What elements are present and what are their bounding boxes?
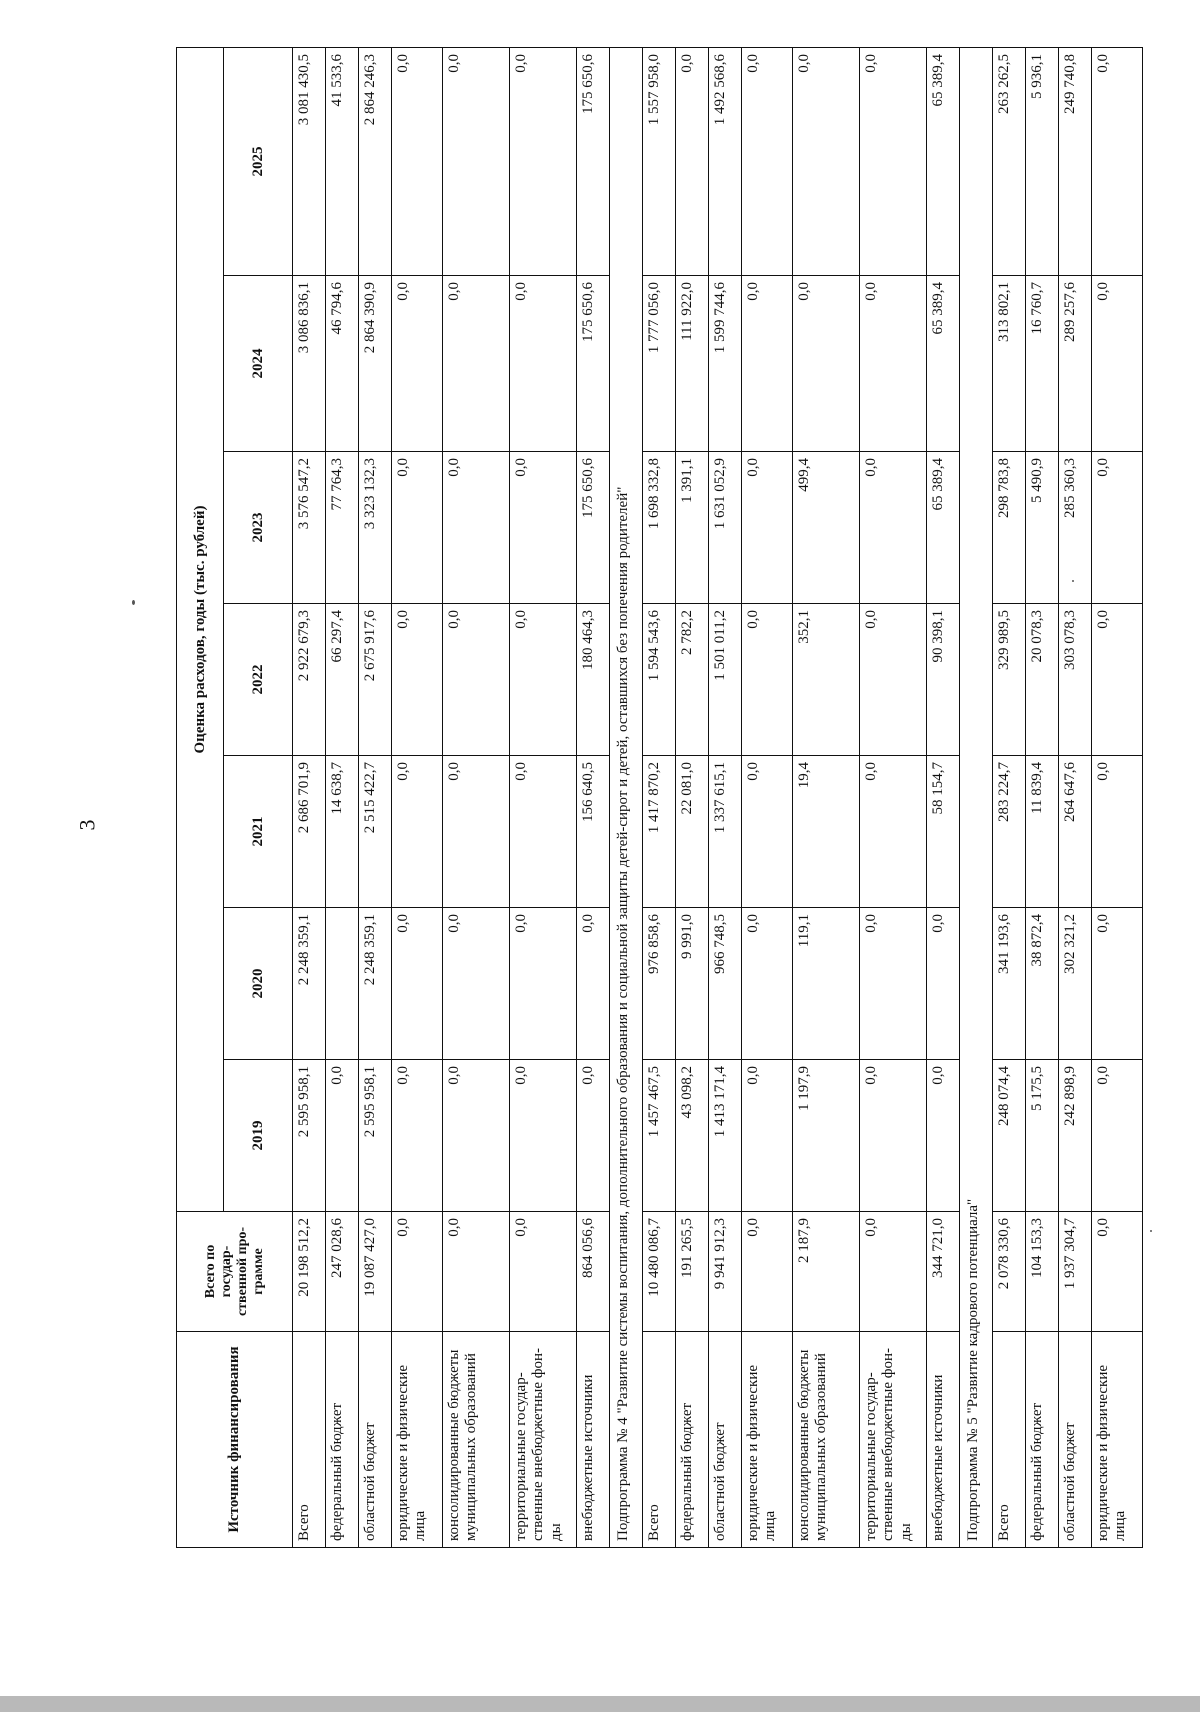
table-cell: 119,1 [793,908,860,1060]
table-cell: 0,0 [1092,276,1143,452]
table-cell: 0,0 [860,604,927,756]
table-cell: 3 086 836,1 [293,276,326,452]
table-cell: 247 028,6 [326,1212,359,1332]
row-label: федеральный бюджет [676,1332,709,1548]
table-cell: 283 224,7 [993,756,1026,908]
table-cell: 0,0 [392,756,443,908]
table-cell: 5 490,9 [1026,452,1059,604]
section-row [960,48,993,1548]
table-cell: 0,0 [392,48,443,276]
header-year: 2019 [224,1060,293,1212]
table-cell: 289 257,6 [1059,276,1092,452]
table-cell: 3 323 132,3 [359,452,392,604]
table-cell: 2 675 917,6 [359,604,392,756]
table-cell: 65 389,4 [927,48,960,276]
table-cell: 0,0 [443,756,510,908]
scan-edge [0,1696,1200,1712]
scan-speck [1150,1230,1152,1232]
table-cell: 864 056,6 [577,1212,610,1332]
table-cell: 20 078,3 [1026,604,1059,756]
table-cell: 2 864 390,9 [359,276,392,452]
header-source: Источник финансирования [177,1332,293,1548]
row-label: областной бюджет [709,1332,742,1548]
table-cell: 1 501 011,2 [709,604,742,756]
table-cell: 0,0 [443,1060,510,1212]
table-cell: 0,0 [1092,604,1143,756]
table-cell: 0,0 [443,908,510,1060]
header-year: 2023 [224,452,293,604]
table-cell: 1 599 744,6 [709,276,742,452]
table-row [1059,48,1092,1548]
header-year: 2024 [224,276,293,452]
row-label: Всего [293,1332,326,1548]
header-total: Всего по государ-ственной про-грамме [177,1212,293,1332]
scan-speck [132,600,135,605]
table-row [443,48,510,1548]
table-cell: 313 802,1 [993,276,1026,452]
table-cell: 16 760,7 [1026,276,1059,452]
table-cell: 0,0 [793,276,860,452]
table-cell: 0,0 [742,756,793,908]
table-cell: 0,0 [392,908,443,1060]
row-label: областной бюджет [1059,1332,1092,1548]
table-row [359,48,392,1548]
table-cell: 1 337 615,1 [709,756,742,908]
table-row [1092,48,1143,1548]
table-row [1026,48,1059,1548]
table-cell: 38 872,4 [1026,908,1059,1060]
table-cell: 2 595 958,1 [293,1060,326,1212]
row-label: территориальные государ-ственные внебюджетные фон-ды [510,1332,577,1548]
table-row [793,48,860,1548]
table-cell: 0,0 [860,276,927,452]
table-row [676,48,709,1548]
table-cell: 0,0 [1092,452,1143,604]
table-cell: 0,0 [510,452,577,604]
row-label: Всего [643,1332,676,1548]
table-cell: 19,4 [793,756,860,908]
table-cell: 298 783,8 [993,452,1026,604]
table-cell: 3 081 430,5 [293,48,326,276]
table-cell: 11 839,4 [1026,756,1059,908]
row-label: Всего [993,1332,1026,1548]
table-cell: 0,0 [1092,1060,1143,1212]
row-label: юридические и физические лица [742,1332,793,1548]
table-cell: 0,0 [742,452,793,604]
table-row [927,48,960,1548]
table-cell: 248 074,4 [993,1060,1026,1212]
table-cell: 2 078 330,6 [993,1212,1026,1332]
table-cell: 329 989,5 [993,604,1026,756]
table-cell: 111 922,0 [676,276,709,452]
table-cell: 2 686 701,9 [293,756,326,908]
table-cell: 242 898,9 [1059,1060,1092,1212]
table-cell: 90 398,1 [927,604,960,756]
table-cell: 0,0 [860,1060,927,1212]
row-label: консолидированные бюджеты муниципальных образований [793,1332,860,1548]
table-cell: 180 464,3 [577,604,610,756]
page-number: 3 [74,819,100,831]
table-cell: 0,0 [392,1060,443,1212]
table-cell: 66 297,4 [326,604,359,756]
table-cell: 104 153,3 [1026,1212,1059,1332]
table-cell: 0,0 [326,1060,359,1212]
table-cell: 5 936,1 [1026,48,1059,276]
table-cell: 344 721,0 [927,1212,960,1332]
table-cell: 156 640,5 [577,756,610,908]
table-cell: 22 081,0 [676,756,709,908]
table-cell: 285 360,3 [1059,452,1092,604]
table-cell: 0,0 [676,48,709,276]
table-row [993,48,1026,1548]
table-cell: 2 922 679,3 [293,604,326,756]
table-row [709,48,742,1548]
table-row [643,48,676,1548]
table-cell: 2 248 359,1 [293,908,326,1060]
table-cell: 2 864 246,3 [359,48,392,276]
table-cell: 1 937 304,7 [1059,1212,1092,1332]
section-row [610,48,643,1548]
table-row [326,48,359,1548]
row-label: территориальные государ-ственные внебюджетные фон-ды [860,1332,927,1548]
table-cell: 0,0 [510,604,577,756]
header-year: 2020 [224,908,293,1060]
table-cell: 175 650,6 [577,276,610,452]
financing-table [176,47,1143,1548]
row-label: внебюджетные источники [927,1332,960,1548]
table-cell: 966 748,5 [709,908,742,1060]
table-cell: 0,0 [860,48,927,276]
row-label: юридические и физические лица [392,1332,443,1548]
section-title: Подпрограмма № 4 "Развитие системы воспитания, дополнительного образования и социальной защиты детей-сирот и детей, оставшихся без попечения родителей" [610,48,643,1548]
table-cell: 14 638,7 [326,756,359,908]
table-cell: 0,0 [443,276,510,452]
table-cell: 46 794,6 [326,276,359,452]
table-cell: 0,0 [860,452,927,604]
table-cell: 1 594 543,6 [643,604,676,756]
table-cell: 0,0 [860,908,927,1060]
table-cell: 0,0 [392,276,443,452]
table-cell: 58 154,7 [927,756,960,908]
table-cell: 65 389,4 [927,452,960,604]
table-cell: 0,0 [443,1212,510,1332]
table-cell: 0,0 [510,48,577,276]
table-cell: 0,0 [392,1212,443,1332]
table-cell: 0,0 [392,604,443,756]
table-cell: 191 265,5 [676,1212,709,1332]
table-cell: 0,0 [443,452,510,604]
table-cell: 0,0 [742,48,793,276]
table-cell: 0,0 [742,604,793,756]
table-cell: 175 650,6 [577,452,610,604]
table-cell: 0,0 [742,908,793,1060]
table-cell: 0,0 [1092,756,1143,908]
table-cell: 341 193,6 [993,908,1026,1060]
table-cell: 1 492 568,6 [709,48,742,276]
table-row [293,48,326,1548]
row-label: областной бюджет [359,1332,392,1548]
table-cell: 20 198 512,2 [293,1212,326,1332]
table-cell: 0,0 [927,908,960,1060]
table-cell: 302 321,2 [1059,908,1092,1060]
row-label: федеральный бюджет [1026,1332,1059,1548]
table-cell: 10 480 086,7 [643,1212,676,1332]
table-cell: 1 631 052,9 [709,452,742,604]
row-label: федеральный бюджет [326,1332,359,1548]
table-cell: 0,0 [793,48,860,276]
table-cell: 43 098,2 [676,1060,709,1212]
table-row [392,48,443,1548]
section-title: Подпрограмма № 5 "Развитие кадрового потенциала" [960,48,993,1548]
table-cell: 2 248 359,1 [359,908,392,1060]
rotated-table-container [176,48,1129,1548]
table-cell: 0,0 [860,1212,927,1332]
table-cell: 175 650,6 [577,48,610,276]
table-cell: 3 576 547,2 [293,452,326,604]
table-cell: 0,0 [1092,48,1143,276]
table-cell: 19 087 427,0 [359,1212,392,1332]
table-cell: 0,0 [510,756,577,908]
table-cell: 1 391,1 [676,452,709,604]
table-cell: 2 515 422,7 [359,756,392,908]
table-cell: 0,0 [392,452,443,604]
table-cell: 352,1 [793,604,860,756]
table-cell: 0,0 [742,276,793,452]
table-cell: 264 647,6 [1059,756,1092,908]
table-cell: 65 389,4 [927,276,960,452]
header-group: Оценка расходов, годы (тыс. рублей) [177,48,224,1212]
row-label: внебюджетные источники [577,1332,610,1548]
table-cell: 0,0 [443,604,510,756]
table-row [860,48,927,1548]
table-row [577,48,610,1548]
table-cell: 2 782,2 [676,604,709,756]
table-cell: 1 413 171,4 [709,1060,742,1212]
table-cell: 303 078,3 [1059,604,1092,756]
table-cell: 2 595 958,1 [359,1060,392,1212]
table-cell: 263 262,5 [993,48,1026,276]
header-year: 2025 [224,48,293,276]
table-cell [326,908,359,1060]
row-label: консолидированные бюджеты муниципальных образований [443,1332,510,1548]
table-cell: 1 197,9 [793,1060,860,1212]
table-row [510,48,577,1548]
table-cell: 0,0 [1092,908,1143,1060]
table-cell: 0,0 [577,908,610,1060]
table-cell: 499,4 [793,452,860,604]
table-cell: 0,0 [510,276,577,452]
row-label: юридические и физические лица [1092,1332,1143,1548]
table-cell: 0,0 [577,1060,610,1212]
table-cell: 2 187,9 [793,1212,860,1332]
table-cell: 0,0 [510,1212,577,1332]
table-cell: 249 740,8 [1059,48,1092,276]
table-cell: 0,0 [510,1060,577,1212]
table-cell: 0,0 [927,1060,960,1212]
header-year: 2022 [224,604,293,756]
table-cell: 1 457 467,5 [643,1060,676,1212]
table-cell: 0,0 [860,756,927,908]
table-cell: 1 557 958,0 [643,48,676,276]
table-cell: 1 777 056,0 [643,276,676,452]
table-cell: 5 175,5 [1026,1060,1059,1212]
table-cell: 41 533,6 [326,48,359,276]
table-cell: 77 764,3 [326,452,359,604]
table-cell: 1 417 870,2 [643,756,676,908]
table-cell: 0,0 [443,48,510,276]
table-cell: 0,0 [1092,1212,1143,1332]
table-cell: 9 991,0 [676,908,709,1060]
header-year: 2021 [224,756,293,908]
table-cell: 0,0 [510,908,577,1060]
table-cell: 9 941 912,3 [709,1212,742,1332]
table-cell: 0,0 [742,1212,793,1332]
table-cell: 1 698 332,8 [643,452,676,604]
table-cell: 976 858,6 [643,908,676,1060]
table-cell: 0,0 [742,1060,793,1212]
table-row [742,48,793,1548]
